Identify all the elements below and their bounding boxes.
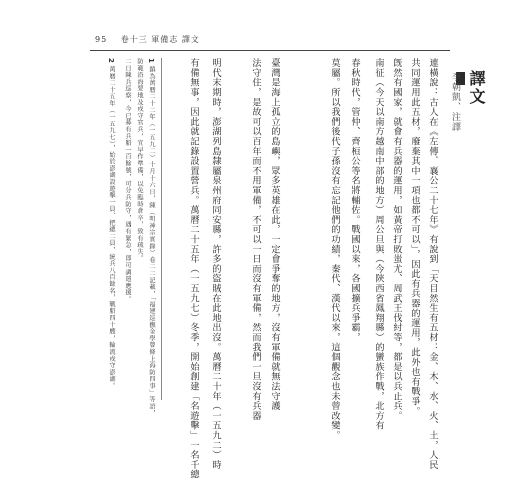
body-column-3: 旣然有國家，就會有兵器的運用，如黃帝打敗蚩尤、周武王伐紂等，都是以兵止兵。 [391,58,402,421]
body-column-8: 法守住，是故可以百年而不用軍備，不可以一日而沒有軍備，然而我們一旦沒有兵器 [250,58,261,421]
footnote-text: 防範沿海要地及戍守官兵，宜早作準備，以免臨時倉卒，致有疏失。 [136,58,143,262]
footnote-1 [147,58,156,417]
footnote-1-cont-b [124,58,132,408]
body-column-10: 有備無事，因此就記錄設置營兵。萬曆二十五年（一五九七）冬季，開始創建「名遊擊」一名千總 [188,58,199,480]
body-column-9: 明代末期時，澎湖列島隸屬泉州府同安縣，許多的盜賊在此地出沒。萬曆二十年（一五九二）時 [210,58,221,470]
page-number: 95 [95,35,108,44]
footnote-text: 二日陳兵巡察，今已募有兵船一百餘號，可分兵防守，遇有緊急，即可調遣應援。 [124,58,131,303]
body-column-7: 臺灣是海上孤立的島嶼，眾多英雄在此，一定會爭奪的地方，沒有軍備就無法守護 [269,58,280,411]
header-divider [90,50,450,51]
body-column-1: 連橫說：古人在《左傳．襄公二十七年》有說到「天目然生有五材：金、木、水、火、土，人民 [427,58,438,470]
footnote-2 [108,58,116,408]
footnote-text: 萬曆二十五年（一五九七），始於澎湖設遊擊一員、把總二員，統兵八百餘名，戰船四十艘，輪流戍守澎湖。 [108,66,115,390]
footnote-divider [161,58,162,400]
footnote-1-cont-a [136,58,144,408]
footnote-number: 2 [107,58,115,64]
section-title: 譯文 [467,70,486,106]
body-column-2: 共同運用此五材，廢棄其中一項也都不可以」，因此有兵器的運用，此外也有戰爭。 [409,58,420,416]
author-credit: 李朝凱、注譯 [450,72,460,132]
body-column-6: 莫屬。所以我們後代子孫沒有忘記他們的功績，秦代、漢代以來，這個觀念也未曾改變。 [329,58,340,441]
running-title: 卷十三 軍備志 譯文 [120,35,200,44]
body-column-4: 南征（今天以南方越南中部的地方）周公旦與（今陝西省鳳翔縣）的蠻族作戰，北方有 [373,58,384,431]
running-header [95,34,200,45]
body-column-5: 春秋時代，管仲、齊桓公等名將輔佐。戰國以來，各國擴兵爭霸， [349,58,360,343]
footnote-text: 鎮為萬曆二十二年（一五九二）十月十六日，陳（明神宗實錄）卷二二記載，「福建巡撫金學曾條上海防四事」等語， [148,66,155,417]
footnote-number: 1 [147,58,155,64]
